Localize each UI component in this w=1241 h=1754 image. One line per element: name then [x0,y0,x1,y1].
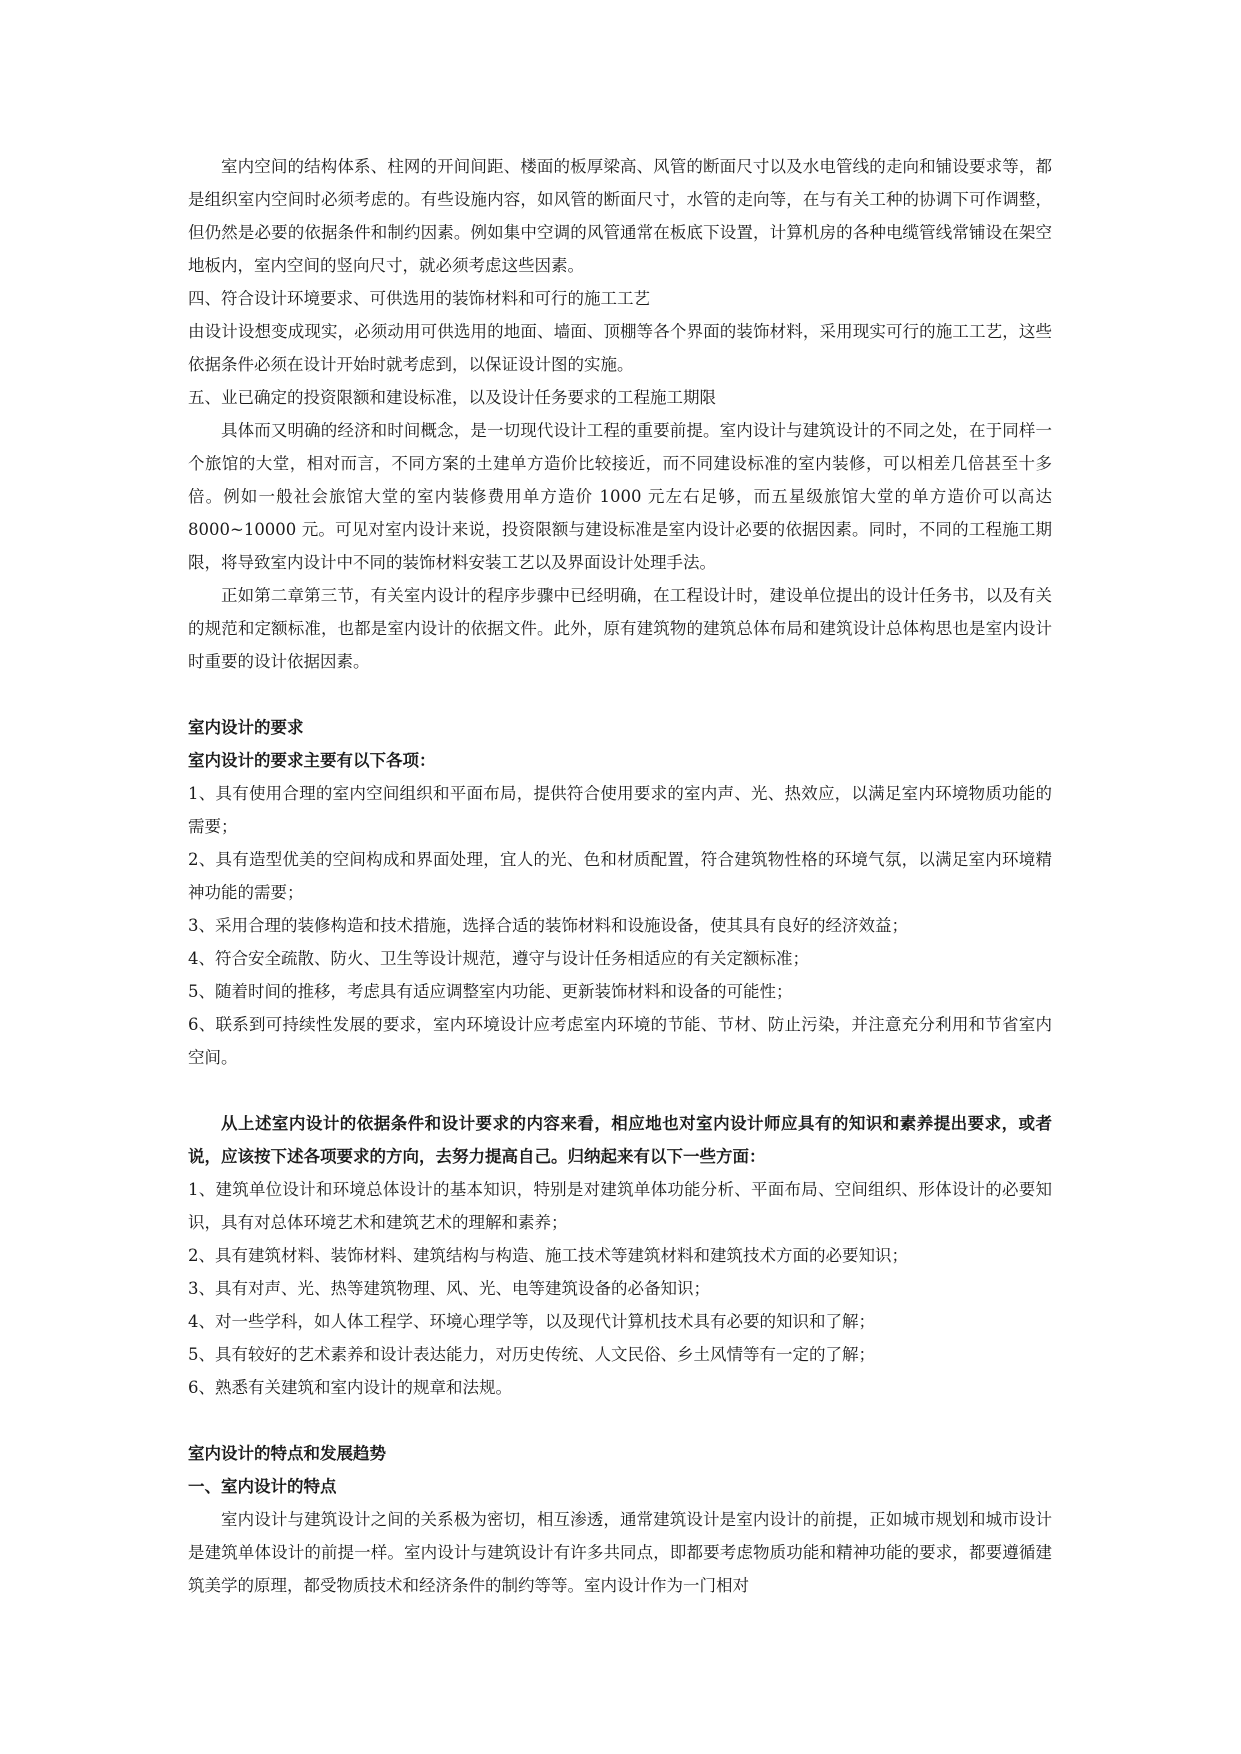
heading-four: 四、符合设计环境要求、可供选用的装饰材料和可行的施工工艺 [188,289,650,308]
requirement-item: 5、随着时间的推移，考虑具有适应调整室内功能、更新装饰材料和设备的可能性； [188,982,793,1001]
requirement-item: 6、联系到可持续性发展的要求，室内环境设计应考虑室内环境的节能、节材、防止污染，并注意充分利用和节省室内空间。 [188,1015,1052,1067]
paragraph-features: 室内设计与建筑设计之间的关系极为密切，相互渗透，通常建筑设计是室内设计的前提，正如城市规划和城市设计是建筑单体设计的前提一样。室内设计与建筑设计有许多共同点，即都要考虑物质功能和精神功能的要求，都要遵循建筑美学的原理，都受物质技术和经济条件的制约等等。室内设计作为一门相对 [188,1510,1052,1595]
requirement-item: 3、采用合理的装修构造和技术措施，选择合适的装饰材料和设施设备，使其具有良好的经济效益； [188,916,908,935]
paragraph-five: 具体而又明确的经济和时间概念，是一切现代设计工程的重要前提。室内设计与建筑设计的不同之处，在于同样一个旅馆的大堂，相对而言，不同方案的土建单方造价比较接近，而不同建设标准的室内装修，可以相差几倍甚至十多倍。例如一般社会旅馆大堂的室内装修费用单方造价 1000 元左右足够，而五星级旅馆大堂的单方造价可以高达 8000~10000 元。可见对室内设计来说，投资限额与建设标准是室内设计必要的依据因素。同时，不同的工程施工期限，将导致室内设计中不同的装饰材料安装工艺以及界面设计处理手法。 [188,421,1052,572]
paragraph-chapter: 正如第二章第三节，有关室内设计的程序步骤中已经明确，在工程设计时，建设单位提出的设计任务书，以及有关的规范和定额标准，也都是室内设计的依据文件。此外，原有建筑物的建筑总体布局和建筑设计总体构思也是室内设计时重要的设计依据因素。 [188,586,1052,671]
spacer [188,678,1052,711]
document-page [188,150,1052,1602]
spacer [188,1074,1052,1107]
designer-item: 3、具有对声、光、热等建筑物理、风、光、电等建筑设备的必备知识； [188,1279,710,1298]
heading-requirements: 室内设计的要求 [188,718,304,737]
heading-features: 室内设计的特点和发展趋势 [188,1444,386,1463]
designer-item: 4、对一些学科，如人体工程学、环境心理学等，以及现代计算机技术具有必要的知识和了解； [188,1312,875,1331]
spacer [188,1404,1052,1437]
designer-item: 5、具有较好的艺术素养和设计表达能力，对历史传统、人文民俗、乡土风情等有一定的了解； [188,1345,875,1364]
requirement-item: 4、符合安全疏散、防火、卫生等设计规范，遵守与设计任务相适应的有关定额标准； [188,949,809,968]
designer-item: 6、熟悉有关建筑和室内设计的规章和法规。 [188,1378,512,1397]
paragraph-four: 由设计设想变成现实，必须动用可供选用的地面、墙面、顶棚等各个界面的装饰材料，采用现实可行的施工工艺，这些依据条件必须在设计开始时就考虑到，以保证设计图的实施。 [188,322,1052,374]
designer-item: 1、建筑单位设计和环境总体设计的基本知识，特别是对建筑单体功能分析、平面布局、空间组织、形体设计的必要知识，具有对总体环境艺术和建筑艺术的理解和素养； [188,1180,1052,1232]
heading-five: 五、业已确定的投资限额和建设标准，以及设计任务要求的工程施工期限 [188,388,716,407]
paragraph-structure: 室内空间的结构体系、柱网的开间间距、楼面的板厚梁高、风管的断面尺寸以及水电管线的走向和铺设要求等，都是组织室内空间时必须考虑的。有些设施内容，如风管的断面尺寸，水管的走向等，在与有关工种的协调下可作调整，但仍然是必要的依据条件和制约因素。例如集中空调的风管通常在板底下设置，计算机房的各种电缆管线常铺设在架空地板内，室内空间的竖向尺寸，就必须考虑这些因素。 [188,157,1052,275]
requirement-item: 2、具有造型优美的空间构成和界面处理，宜人的光、色和材质配置，符合建筑物性格的环境气氛，以满足室内环境精神功能的需要； [188,850,1052,902]
designer-item: 2、具有建筑材料、装饰材料、建筑结构与构造、施工技术等建筑材料和建筑技术方面的必要知识； [188,1246,908,1265]
requirement-item: 1、具有使用合理的室内空间组织和平面布局，提供符合使用要求的室内声、光、热效应，以满足室内环境物质功能的需要； [188,784,1052,836]
heading-features-one: 一、室内设计的特点 [188,1477,337,1496]
heading-requirements-main: 室内设计的要求主要有以下各项： [188,751,436,770]
paragraph-designer: 从上述室内设计的依据条件和设计要求的内容来看，相应地也对室内设计师应具有的知识和素养提出要求，或者说，应该按下述各项要求的方向，去努力提高自己。归纳起来有以下一些方面： [188,1114,1052,1166]
